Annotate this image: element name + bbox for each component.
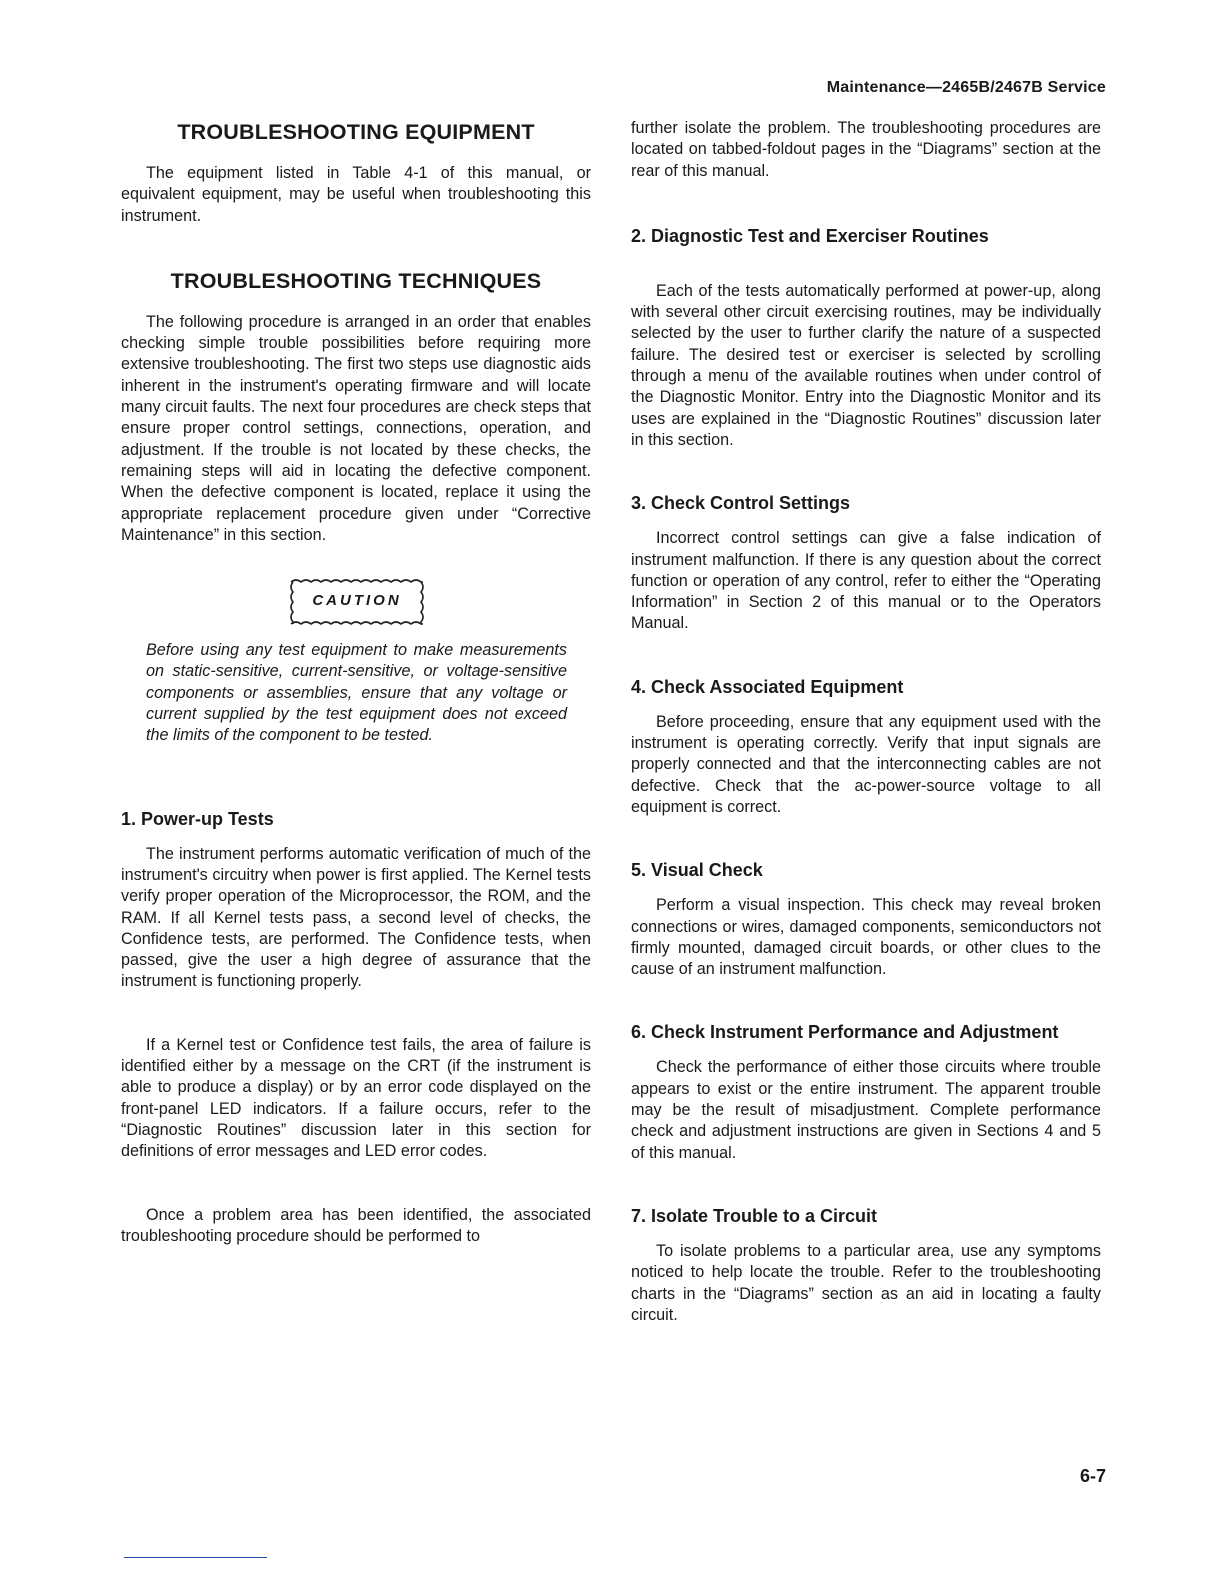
step1-paragraph-1: The instrument performs automatic verification of much of the instrument's circuitry when power is first applied. The Kernel tests verify proper operation of the Microprocessor, the ROM, and the RAM. If all Kernel tests pass, a second level of checks, the Confidence tests, are performed. The Confidence tests, when passed, give the user a high degree of assurance that the instrument is functioning properly. (121, 844, 591, 991)
equipment-paragraph: The equipment listed in Table 4-1 of this manual, or equivalent equipment, may be useful when troubleshooting this instrument. (121, 164, 591, 225)
step5-paragraph: Perform a visual inspection. This check may reveal broken connections or wires, damaged components, semiconductors not firmly mounted, damaged circuit boards, or other clues to the cause of an instrument malfunction. (631, 896, 1101, 979)
step2-heading: 2. Diagnostic Test and Exerciser Routines (631, 225, 989, 246)
step6-paragraph: Check the performance of either those circuits where trouble appears to exist or the entire instrument. The apparent trouble may be the result of misadjustment. Complete performance check and adjustment instructions are given in Sections 4 and 5 of this manual. (631, 1058, 1101, 1162)
caution-box (287, 576, 427, 630)
right-column (631, 118, 1101, 1326)
step1-heading: 1. Power-up Tests (121, 808, 274, 829)
step3-paragraph: Incorrect control settings can give a false indication of instrument malfunction. If there is any question about the correct function or operation of any control, refer to either the “Operating Information” in Section 2 of this manual or to the Operators Manual. (631, 529, 1101, 633)
page-header: Maintenance—2465B/2467B Service (826, 79, 1106, 96)
step4-heading: 4. Check Associated Equipment (631, 676, 904, 697)
step6-heading: 6. Check Instrument Performance and Adjustment (631, 1022, 1059, 1043)
caution-label: CAUTION (312, 592, 402, 610)
step3-heading: 3. Check Control Settings (631, 493, 851, 514)
step2-paragraph: Each of the tests automatically performed at power-up, along with several other circuit exercising routines, may be individually selected by the user to further clarify the nature of a suspected failure. The desired test or exerciser is selected by scrolling through a menu of the available routines when under control of the Diagnostic Monitor. Entry into the Diagnostic Monitor and its uses are explained in the “Diagnostic Routines” discussion later in this section. (631, 281, 1101, 449)
step1-paragraph-2: If a Kernel test or Confidence test fails, the area of failure is identified either by a message on the CRT (if the instrument is able to produce a display) or by an error code displayed on the front-panel LED indicators. If a failure occurs, refer to the “Diagnostic Routines” discussion later in this section for definitions of error messages and LED error codes. (121, 1035, 591, 1161)
step5-heading: 5. Visual Check (631, 860, 763, 881)
step4-paragraph: Before proceeding, ensure that any equipment used with the instrument is operating correctly. Verify that input signals are properly connected and that the interconnecting cables are not defective. Check that the ac-power-source voltage to all equipment is correct. (631, 712, 1101, 816)
step7-paragraph: To isolate problems to a particular area, use any symptoms noticed to help locate the trouble. Refer to the troubleshooting charts in the “Diagrams” section as an aid in locating a faulty circuit. (631, 1241, 1101, 1324)
continued-paragraph: further isolate the problem. The troubleshooting procedures are located on tabbed-foldout pages in the “Diagrams” section at the rear of this manual. (631, 119, 1101, 180)
caution-paragraph: Before using any test equipment to make measurements on static-sensitive, current-sensitive, or voltage-sensitive components or assemblies, ensure that any voltage or current supplied by the test equipment does not exceed the limits of the component to be tested. (146, 641, 567, 745)
footer-rule (124, 1557, 267, 1558)
step7-heading: 7. Isolate Trouble to a Circuit (631, 1205, 878, 1226)
troubleshooting-techniques-heading: TROUBLESHOOTING TECHNIQUES (170, 268, 542, 293)
troubleshooting-equipment-heading: TROUBLESHOOTING EQUIPMENT (177, 120, 535, 144)
step1-paragraph-3: Once a problem area has been identified, the associated troubleshooting procedure should be performed to (121, 1205, 591, 1245)
techniques-paragraph: The following procedure is arranged in an order that enables checking simple trouble possibilities before requiring more extensive troubleshooting. The first two steps use diagnostic aids inherent in the instrument's operating firmware and will locate many circuit faults. The next four procedures are check steps that ensure proper control settings, connections, operation, and adjustment. If the trouble is not located by these checks, the remaining steps will aid in locating the defective component. When the defective component is located, replace it using the appropriate replacement procedure given under “Corrective Maintenance” in this section. (121, 312, 591, 544)
left-column (121, 118, 591, 1247)
page-number: 6-7 (1079, 1466, 1106, 1486)
